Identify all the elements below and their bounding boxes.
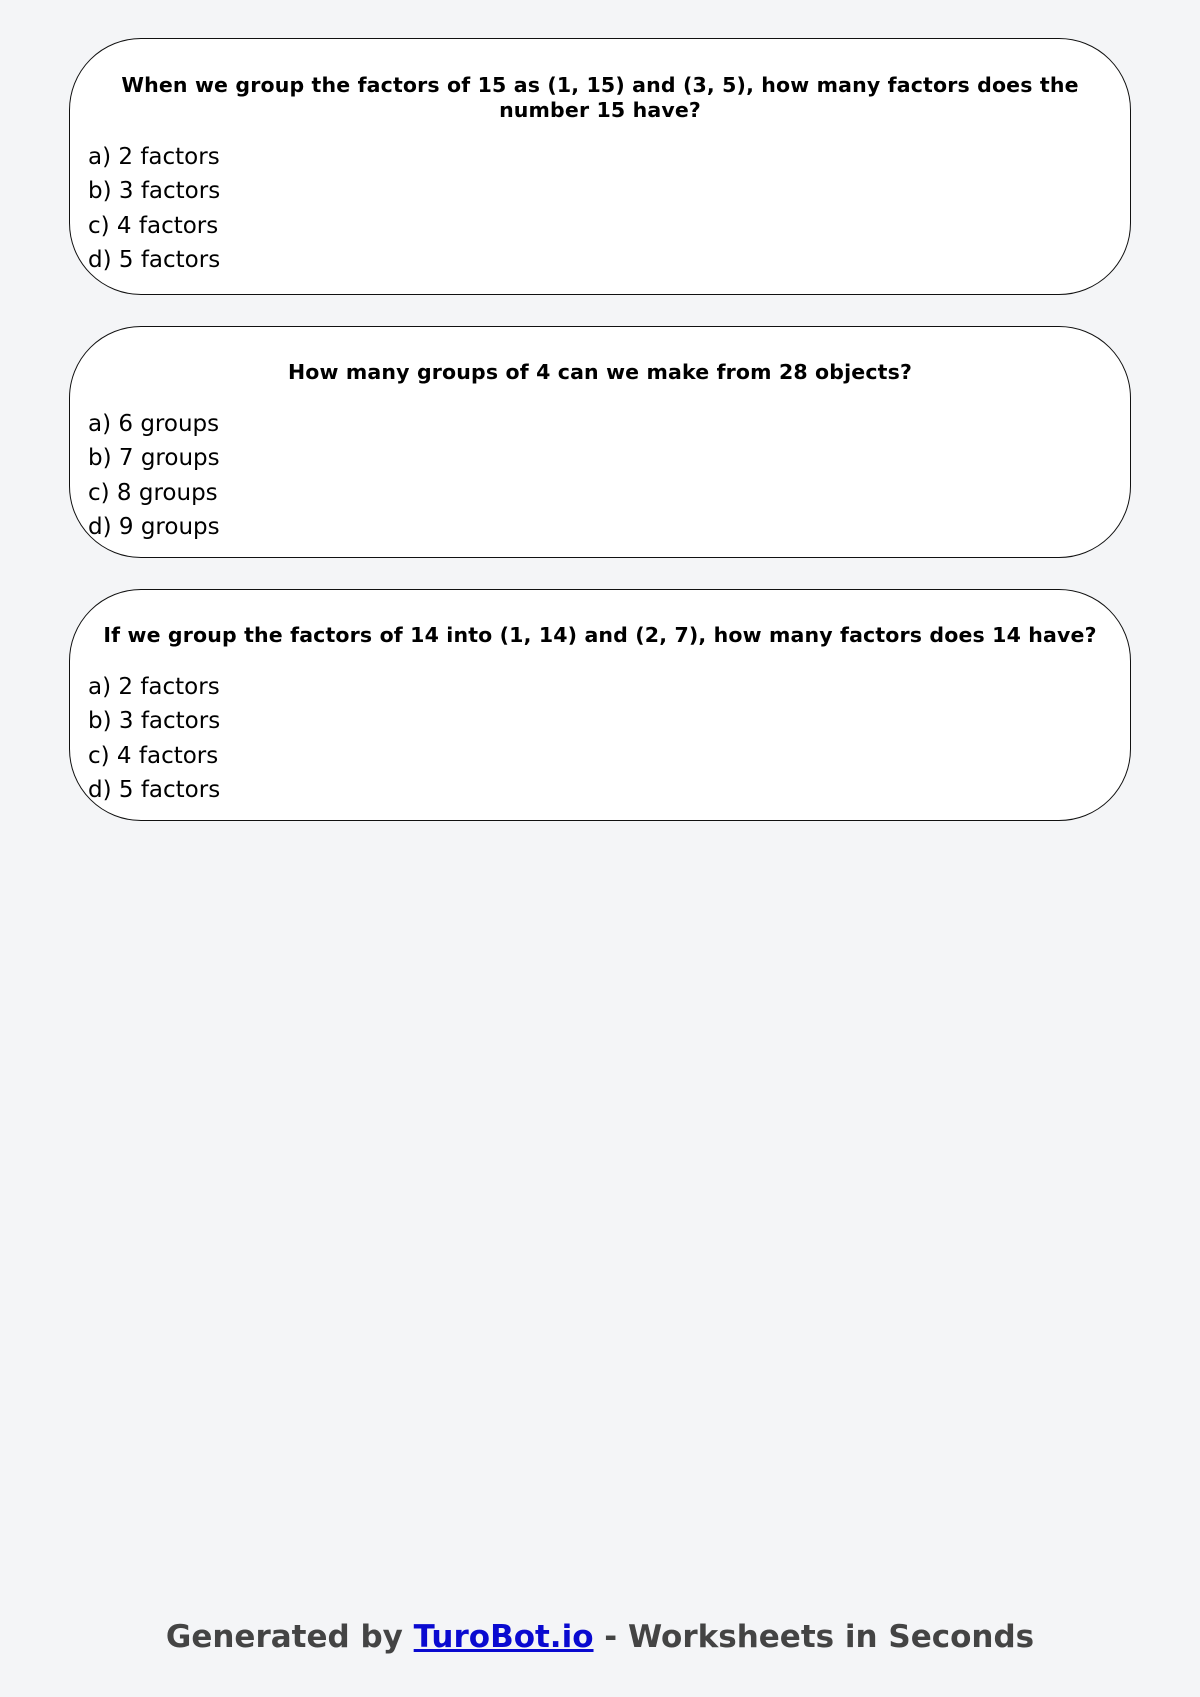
question-card-3	[69, 589, 1131, 821]
answer-option-a: a) 2 factors	[88, 674, 220, 700]
answer-option-b: b) 3 factors	[88, 178, 221, 205]
answer-options	[70, 670, 1130, 808]
answer-option-d: d) 9 groups	[88, 514, 220, 541]
answer-option-d: d) 5 factors	[88, 247, 221, 274]
answer-option-b: b) 3 factors	[88, 708, 221, 735]
answer-option-b: b) 7 groups	[88, 445, 220, 472]
answer-option-c: c) 4 factors	[88, 742, 219, 769]
question-text: If we group the factors of 14 into (1, 14) and (2, 7), how many factors does 14 have?	[103, 623, 1097, 647]
footer-credit	[0, 1617, 1200, 1657]
answer-option-a: a) 6 groups	[88, 411, 220, 437]
turobot-link[interactable]: TuroBot.io	[413, 1619, 594, 1655]
answer-option-c: c) 4 factors	[88, 212, 219, 239]
answer-options	[70, 407, 1130, 545]
footer-suffix: - Worksheets in Seconds	[593, 1619, 1035, 1655]
question-card-1	[69, 38, 1131, 295]
question-card-2	[69, 326, 1131, 558]
answer-option-c: c) 8 groups	[88, 479, 218, 506]
answer-option-a: a) 2 factors	[88, 144, 220, 170]
answer-option-d: d) 5 factors	[88, 777, 221, 804]
footer-prefix: Generated by	[165, 1619, 414, 1655]
question-text: When we group the factors of 15 as (1, 15) and (3, 5), how many factors does the number 15 have?	[121, 73, 1079, 122]
answer-options	[70, 140, 1130, 278]
question-text: How many groups of 4 can we make from 28 objects?	[288, 360, 912, 384]
